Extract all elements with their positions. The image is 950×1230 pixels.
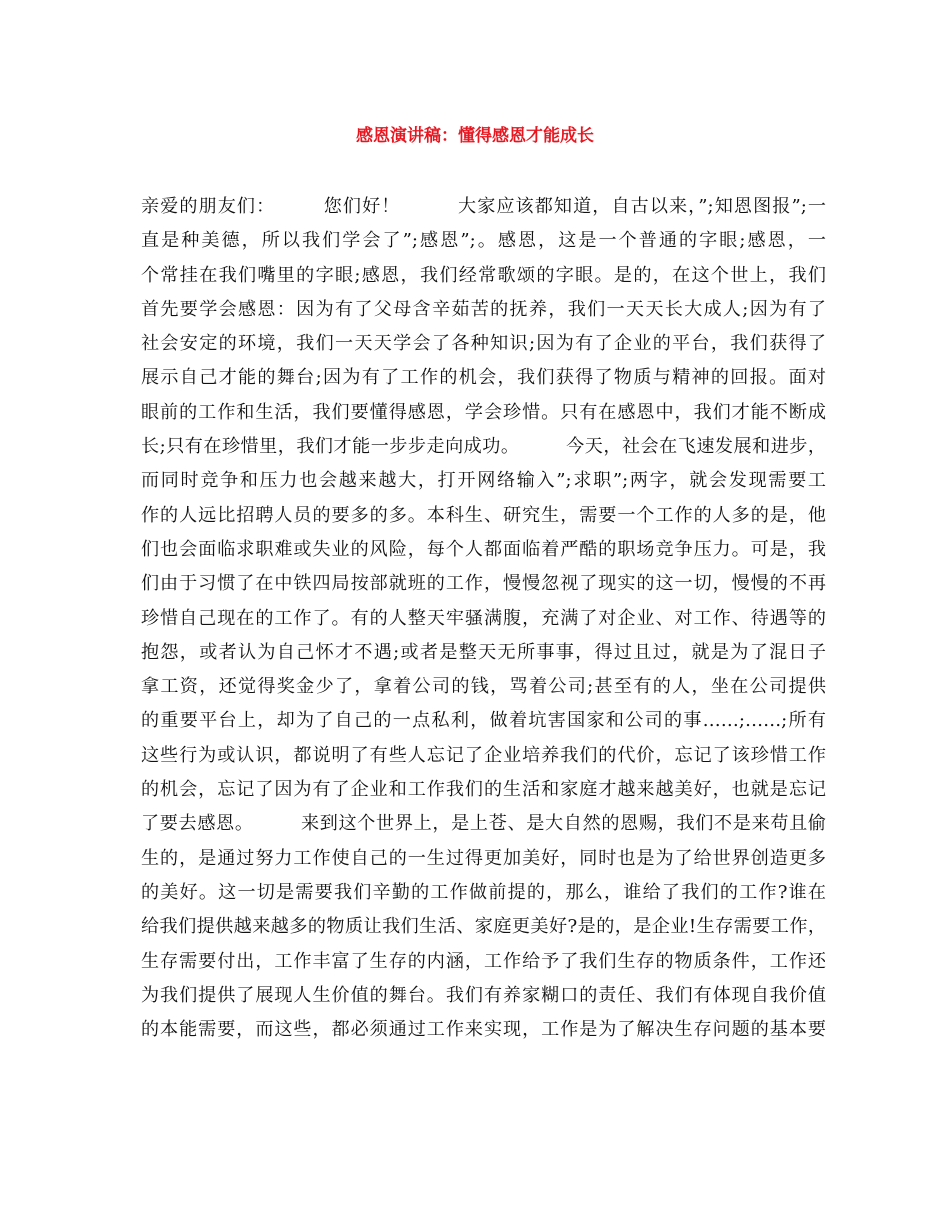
text-line: 抱怨，或者认为自己怀才不遇;或者是整天无所事事，得过且过，就是为了混日子 — [141, 641, 826, 663]
text-line: 们也会面临求职难或失业的风险，每个人都面临着严酷的职场竞争压力。可是，我 — [141, 538, 826, 560]
text-line: 这些行为或认识，都说明了有些人忘记了企业培养我们的代价，忘记了该珍惜工作 — [141, 744, 826, 766]
text-line: 生的，是通过努力工作使自己的一生过得更加美好，同时也是为了给世界创造更多 — [141, 847, 826, 869]
text-line: 眼前的工作和生活，我们要懂得感恩，学会珍惜。只有在感恩中，我们才能不断成 — [141, 401, 826, 423]
text-line: 长;只有在珍惜里，我们才能一步步走向成功。 今天，社会在飞速发展和进步， — [141, 436, 826, 458]
text-line: 们由于习惯了在中铁四局按部就班的工作，慢慢忽视了现实的这一切，慢慢的不再 — [141, 573, 826, 595]
text-line: 拿工资，还觉得奖金少了，拿着公司的钱，骂着公司;甚至有的人，坐在公司提供 — [141, 676, 826, 698]
text-line: 首先要学会感恩：因为有了父母含辛茹苦的抚养，我们一天天长大成人;因为有了 — [141, 298, 826, 320]
text-line: 的重要平台上，却为了自己的一点私利，做着坑害国家和公司的事……;……;所有 — [141, 710, 826, 732]
body-text — [141, 190, 826, 1047]
text-line: 生存需要付出，工作丰富了生存的内涵，工作给予了我们生存的物质条件，工作还 — [141, 950, 826, 972]
text-line: 的美好。这一切是需要我们辛勤的工作做前提的，那么，谁给了我们的工作?谁在 — [141, 881, 826, 903]
text-line: 了要去感恩。 来到这个世界上，是上苍、是大自然的恩赐，我们不是来苟且偷 — [141, 813, 826, 835]
text-line: 为我们提供了展现人生价值的舞台。我们有养家糊口的责任、我们有体现自我价值 — [141, 984, 826, 1006]
text-line: 作的人远比招聘人员的要多的多。本科生、研究生，需要一个工作的人多的是，他 — [141, 504, 826, 526]
page-title: 感恩演讲稿：懂得感恩才能成长 — [356, 126, 594, 146]
text-line: 的本能需要，而这些，都必须通过工作来实现，工作是为了解决生存问题的基本要 — [141, 1019, 826, 1041]
text-line: 的机会，忘记了因为有了企业和工作我们的生活和家庭才越来越美好，也就是忘记 — [141, 779, 826, 801]
text-line: 给我们提供越来越多的物质让我们生活、家庭更美好?是的，是企业!生存需要工作， — [141, 916, 826, 938]
text-line: 珍惜自己现在的工作了。有的人整天牢骚满腹，充满了对企业、对工作、待遇等的 — [141, 607, 826, 629]
text-line: 展示自己才能的舞台;因为有了工作的机会，我们获得了物质与精神的回报。面对 — [141, 367, 826, 389]
text-line: 社会安定的环境，我们一天天学会了各种知识;因为有了企业的平台，我们获得了 — [141, 333, 826, 355]
text-line: 直是种美德，所以我们学会了”;感恩”;。感恩，这是一个普通的字眼;感恩，一 — [141, 230, 826, 252]
text-line: 而同时竞争和压力也会越来越大，打开网络输入”;求职”;两字，就会发现需要工 — [141, 470, 826, 492]
text-line: 亲爱的朋友们： 您们好！ 大家应该都知道，自古以来，”;知恩图报”;一 — [141, 196, 826, 217]
text-line: 个常挂在我们嘴里的字眼;感恩，我们经常歌颂的字眼。是的，在这个世上，我们 — [141, 264, 826, 286]
